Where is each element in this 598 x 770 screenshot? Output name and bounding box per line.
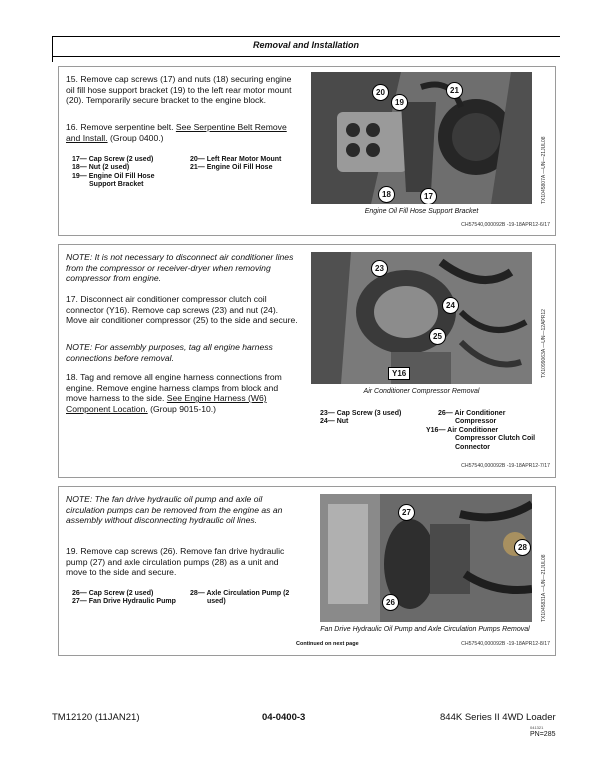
side-id-2: TX1099063A —UN—12APR12 (541, 309, 547, 378)
callout-23: 23 (371, 260, 388, 277)
callout-24: 24 (442, 297, 459, 314)
ref-2: CH57540,000092B -19-18APR12-7/17 (461, 463, 550, 469)
legend-left-2: 23— Cap Screw (3 used) 24— Nut (320, 410, 402, 426)
legend-right-1: 20— Left Rear Motor Mount 21— Engine Oil Fill Hose (190, 156, 282, 172)
footer-page-number: 04-0400-3 (262, 712, 306, 723)
caption-fan-drive-pump: Fan Drive Hydraulic Oil Pump and Axle Circulation Pumps Removal (320, 626, 530, 633)
note-ac-lines: NOTE: It is not necessary to disconnect air conditioner lines from the compressor or receiver-dryer when removing compressor from engine. (66, 252, 294, 284)
page-title: Removal and Installation (252, 40, 360, 50)
step-19: 19. Remove cap screws (26). Remove fan drive hydraulic pump (27) and axle circulation pumps (28) as a unit and move to the side and secure. (66, 546, 285, 578)
caption-ac-compressor: Air Conditioner Compressor Removal (363, 388, 480, 395)
callout-26: 26 (382, 594, 399, 611)
legend-left-3: 26— Cap Screw (2 used) 27— Fan Drive Hydraulic Pump (72, 590, 176, 606)
callout-21: 21 (446, 82, 463, 99)
callout-25: 25 (429, 328, 446, 345)
header-top-rule (52, 36, 560, 37)
legend-right-2: 26— Air Conditioner Compressor Y16— Air Conditioner Compressor Clutch Coil Connector (426, 410, 536, 451)
ref-1: CH57540,000092B -19-18APR12-6/17 (461, 222, 550, 228)
photo-ac-compressor (311, 252, 532, 384)
callout-28: 28 (514, 539, 531, 556)
footer-small-code: 041321 (530, 725, 544, 730)
photo-oil-fill-bracket (311, 72, 532, 204)
callout-20: 20 (372, 84, 389, 101)
footer-pn: PN=285 (530, 731, 556, 738)
legend-left-1: 17— Cap Screw (2 used) 18— Nut (2 used) 19— Engine Oil Fill Hose Support Bracket (72, 156, 155, 189)
callout-19: 19 (391, 94, 408, 111)
callout-y16: Y16 (388, 367, 410, 380)
legend-right-3: 28— Axle Circulation Pump (2 used) (190, 590, 290, 606)
footer-machine: 844K Series II 4WD Loader (440, 712, 556, 723)
step-15: 15. Remove cap screws (17) and nuts (18) securing engine oil fill hose support bracket (19) to the left rear motor mount (20). Temporarily secure bracket to the engine block. (66, 74, 292, 106)
continued-note: Continued on next page (296, 641, 359, 647)
caption-oil-fill-bracket: Engine Oil Fill Hose Support Bracket (364, 208, 479, 215)
callout-17: 17 (420, 188, 437, 204)
step-16: 16. Remove serpentine belt. See Serpentine Belt Remove and Install. (Group 0400.) (66, 122, 287, 143)
link-engine-harness[interactable]: See Engine Harness (W6) Component Location. (66, 393, 267, 414)
header-bottom-rule (52, 56, 560, 57)
callout-18: 18 (378, 186, 395, 203)
step-17: 17. Disconnect air conditioner compressor clutch coil connector (Y16). Remove cap screws (23) and nut (24). Move air conditioner compressor (25) to the side and secure. (66, 294, 298, 326)
footer-doc-id: TM12120 (11JAN21) (52, 712, 140, 723)
side-id-3: TX1045831A —UN—21JUL08 (541, 554, 547, 622)
photo-fan-drive-pump (320, 494, 532, 622)
ref-3: CH57540,000092B -19-18APR12-8/17 (461, 641, 550, 647)
side-id-1: TX1045807A —UN—21JUL08 (541, 136, 547, 204)
callout-27: 27 (398, 504, 415, 521)
link-serpentine-belt[interactable]: See Serpentine Belt Remove and Install. (66, 122, 287, 143)
note-fan-pump: NOTE: The fan drive hydraulic oil pump and axle oil circulation pumps can be removed from the engine as an assembly without disconnecting hydraulic oil lines. (66, 494, 283, 526)
step-18: 18. Tag and remove all engine harness connections from engine. Remove engine harness clamps from block and move harness to the side. See Engine Harness (W6) Component Location. (Group 9015-10.) (66, 372, 282, 414)
note-harness: NOTE: For assembly purposes, tag all engine harness connections before removal. (66, 342, 273, 363)
